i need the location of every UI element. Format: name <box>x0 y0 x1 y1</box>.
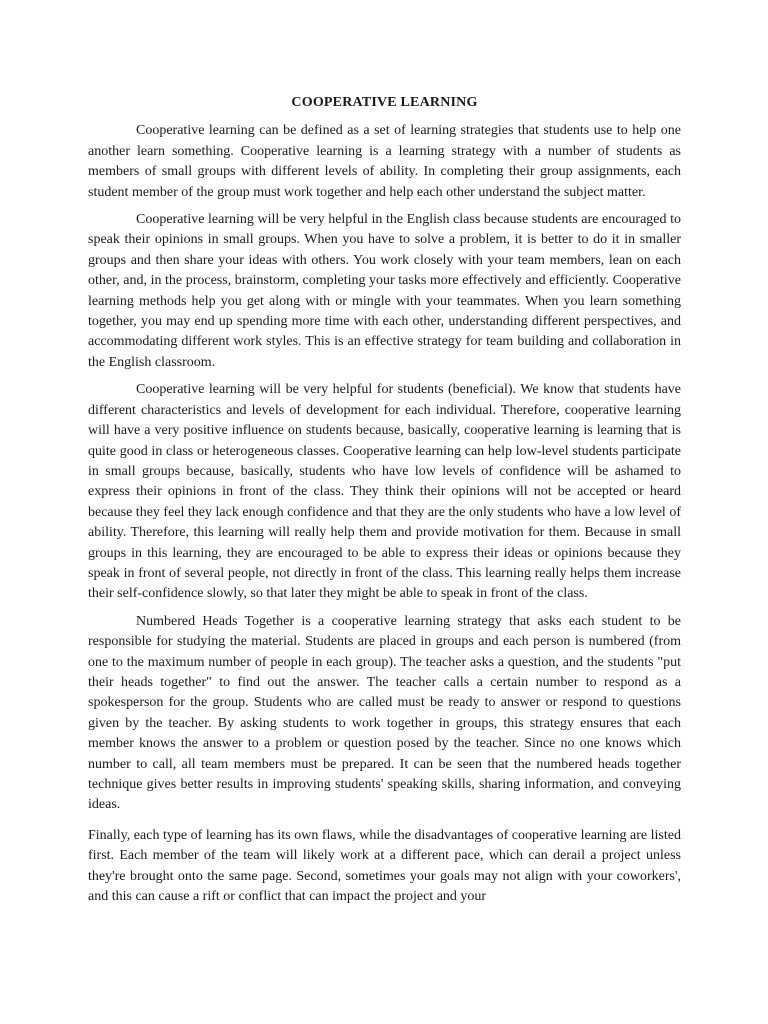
paragraph-disadvantages: Finally, each type of learning has its own flaws, while the disadvantages of cooperative learning are listed first. Each member of the team will likely work at a different pace, which can derail a project unless they're brought onto the same page. Second, sometimes your goals may not align with your coworkers', and this can cause a rift or conflict that can impact the project and your <box>88 827 681 905</box>
document-page <box>88 93 681 914</box>
paragraph-benefits: Cooperative learning will be very helpful for students (beneficial). We know that students have different characteristics and levels of development for each individual. Therefore, cooperative learning will have a very positive influence on students because, basically, cooperative learning is learning that is quite good in class or heterogeneous classes. Cooperative learning can help low-level students participate in small groups because, basically, students who have low levels of confidence will be ashamed to express their opinions in front of the class. They think their opinions will not be accepted or heard because they feel they lack enough confidence and that they are the only students who have a low level of ability. Therefore, this learning will really help them and provide motivation for them. Because in small groups in this learning, they are encouraged to be able to express their ideas or opinions because they speak in front of several people, not directly in front of the class. This learning really helps them increase their self-confidence slowly, so that later they might be able to speak in front of the class. <box>88 382 681 602</box>
paragraph-english-class: Cooperative learning will be very helpful in the English class because students are encouraged to speak their opinions in small groups. When you have to solve a problem, it is better to do it in smaller groups and then share your ideas with others. You work closely with your team members, lean on each other, and, in the process, brainstorm, completing your tasks more effectively and efficiently. Cooperative learning methods help you get along with or mingle with your teammates. When you learn something together, you may end up spending more time with each other, understanding different perspectives, and accommodating different work styles. This is an effective strategy for team building and collaboration in the English classroom. <box>88 212 681 370</box>
paragraph-numbered-heads: Numbered Heads Together is a cooperative learning strategy that asks each student to be responsible for studying the material. Students are placed in groups and each person is numbered (from one to the maximum number of people in each group). The teacher asks a question, and the students "put their heads together" to find out the answer. The teacher calls a certain number to respond as a spokesperson for the group. Students who are called must be ready to answer or respond to questions given by the teacher. By asking students to work together in groups, this strategy ensures that each member knows the answer to a problem or question posed by the teacher. Since no one knows which number to call, all team members must be prepared. It can be seen that the numbered heads together technique gives better results in improving students' speaking skills, sharing information, and conveying ideas. <box>88 613 681 813</box>
document-title: COOPERATIVE LEARNING <box>291 95 478 110</box>
paragraph-definition: Cooperative learning can be defined as a set of learning strategies that students use to help one another learn something. Cooperative learning is a learning strategy with a number of students as members of small groups with different levels of ability. In completing their group assignments, each student member of the group must work together and help each other understand the subject matter. <box>88 123 681 200</box>
